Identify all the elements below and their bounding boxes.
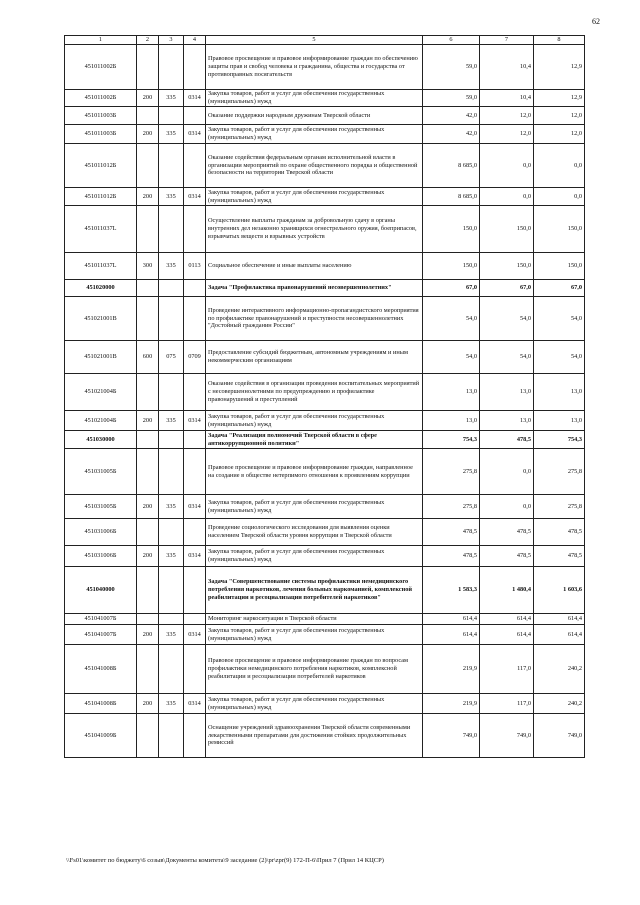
administrator-code xyxy=(159,614,184,625)
administrator-code: 335 xyxy=(159,495,184,519)
amount-col6: 42,0 xyxy=(423,107,480,125)
task-row xyxy=(65,431,585,449)
section-code xyxy=(184,297,206,341)
expense-type-code xyxy=(137,431,159,449)
table-row xyxy=(65,625,585,645)
amount-col8: 12,9 xyxy=(534,45,585,90)
table-row xyxy=(65,297,585,341)
administrator-code xyxy=(159,206,184,253)
column-number: 2 xyxy=(137,36,159,45)
amount-col8: 478,5 xyxy=(534,519,585,546)
expense-type-code: 200 xyxy=(137,625,159,645)
budget-code: 451011012Б xyxy=(65,144,137,188)
amount-col8: 12,0 xyxy=(534,107,585,125)
item-name: Осуществление выплаты гражданам за добровольную сдачу в органы внутренних дел незаконно хранящихся огнестрельного оружия, боеприпасов, взрывчатых веществ и взрывных устройств xyxy=(206,206,423,253)
expense-type-code xyxy=(137,144,159,188)
amount-col8: 150,0 xyxy=(534,206,585,253)
administrator-code xyxy=(159,645,184,694)
amount-col7: 117,0 xyxy=(480,694,534,714)
amount-col6: 275,8 xyxy=(423,449,480,495)
budget-code: 451041009Б xyxy=(65,714,137,758)
administrator-code xyxy=(159,519,184,546)
table-row xyxy=(65,341,585,374)
amount-col8: 12,9 xyxy=(534,90,585,107)
amount-col8: 150,0 xyxy=(534,253,585,280)
table-row xyxy=(65,125,585,144)
amount-col7: 614,4 xyxy=(480,625,534,645)
expense-type-code xyxy=(137,280,159,297)
budget-code: 451041007Б xyxy=(65,625,137,645)
administrator-code: 335 xyxy=(159,188,184,206)
amount-col8: 0,0 xyxy=(534,188,585,206)
section-code: 0314 xyxy=(184,188,206,206)
item-name: Оказание содействия в организации проведения воспитательных мероприятий с несовершеннолетними по предупреждению и профилактике правонарушений и преступлений xyxy=(206,374,423,411)
section-code xyxy=(184,519,206,546)
section-code xyxy=(184,374,206,411)
amount-col7: 478,5 xyxy=(480,546,534,567)
table-row xyxy=(65,411,585,431)
table-row xyxy=(65,253,585,280)
table-row xyxy=(65,614,585,625)
amount-col8: 1 603,6 xyxy=(534,567,585,614)
task-row xyxy=(65,280,585,297)
column-number: 4 xyxy=(184,36,206,45)
amount-col6: 13,0 xyxy=(423,374,480,411)
administrator-code: 335 xyxy=(159,694,184,714)
item-name: Закупка товаров, работ и услуг для обеспечения государственных (муниципальных) нужд xyxy=(206,125,423,144)
task-row xyxy=(65,567,585,614)
expense-type-code: 200 xyxy=(137,495,159,519)
section-code xyxy=(184,714,206,758)
budget-code: 451031006Б xyxy=(65,519,137,546)
amount-col7: 614,4 xyxy=(480,614,534,625)
budget-code: 451031005Б xyxy=(65,449,137,495)
table-row xyxy=(65,206,585,253)
amount-col7: 12,0 xyxy=(480,125,534,144)
amount-col6: 614,4 xyxy=(423,625,480,645)
expense-type-code xyxy=(137,714,159,758)
expense-type-code xyxy=(137,206,159,253)
item-name: Правовое просвещение и правовое информирование граждан по обеспечению защиты прав и свобод человека и гражданина, общества и государства от противоправных посягательств xyxy=(206,45,423,90)
amount-col7: 0,0 xyxy=(480,449,534,495)
amount-col6: 478,5 xyxy=(423,519,480,546)
administrator-code: 335 xyxy=(159,253,184,280)
budget-code: 451021001В xyxy=(65,297,137,341)
expense-type-code xyxy=(137,107,159,125)
column-number: 3 xyxy=(159,36,184,45)
section-code xyxy=(184,449,206,495)
expense-type-code: 200 xyxy=(137,125,159,144)
item-name: Предоставление субсидий бюджетным, автономным учреждениям и иным некоммерческим организациям xyxy=(206,341,423,374)
amount-col6: 13,0 xyxy=(423,411,480,431)
table-row xyxy=(65,90,585,107)
amount-col7: 749,0 xyxy=(480,714,534,758)
item-name: Закупка товаров, работ и услуг для обеспечения государственных (муниципальных) нужд xyxy=(206,411,423,431)
amount-col8: 12,0 xyxy=(534,125,585,144)
budget-code: 451011003Б xyxy=(65,125,137,144)
administrator-code xyxy=(159,107,184,125)
column-number: 6 xyxy=(423,36,480,45)
administrator-code xyxy=(159,144,184,188)
section-code: 0709 xyxy=(184,341,206,374)
amount-col7: 67,0 xyxy=(480,280,534,297)
item-name: Мониторинг наркоситуации в Тверской области xyxy=(206,614,423,625)
amount-col7: 13,0 xyxy=(480,374,534,411)
budget-code: 451021004Б xyxy=(65,374,137,411)
budget-code: 451041007Б xyxy=(65,614,137,625)
budget-code: 451011037L xyxy=(65,253,137,280)
administrator-code: 075 xyxy=(159,341,184,374)
expense-type-code: 200 xyxy=(137,411,159,431)
expense-type-code xyxy=(137,297,159,341)
table-row xyxy=(65,645,585,694)
column-number: 7 xyxy=(480,36,534,45)
amount-col6: 478,5 xyxy=(423,546,480,567)
amount-col7: 54,0 xyxy=(480,341,534,374)
section-code xyxy=(184,431,206,449)
table-row xyxy=(65,546,585,567)
amount-col8: 13,0 xyxy=(534,411,585,431)
column-number: 1 xyxy=(65,36,137,45)
budget-code: 451011003Б xyxy=(65,107,137,125)
budget-code: 451020000 xyxy=(65,280,137,297)
administrator-code xyxy=(159,714,184,758)
expense-type-code: 600 xyxy=(137,341,159,374)
column-number: 8 xyxy=(534,36,585,45)
expense-type-code xyxy=(137,374,159,411)
amount-col6: 614,4 xyxy=(423,614,480,625)
budget-code: 451011002Б xyxy=(65,45,137,90)
amount-col8: 478,5 xyxy=(534,546,585,567)
file-path-footer: \\Fs01\комитет по бюджету\6 созыв\Документы комитета\9 заседание (2)\pr\zpr(9) 172-П-6\Прил 7 (Прил 14 КЦСР) xyxy=(66,857,384,864)
expense-type-code: 200 xyxy=(137,694,159,714)
expense-type-code xyxy=(137,449,159,495)
section-code: 0314 xyxy=(184,411,206,431)
expense-type-code: 200 xyxy=(137,90,159,107)
amount-col6: 54,0 xyxy=(423,341,480,374)
section-code xyxy=(184,45,206,90)
expense-type-code xyxy=(137,645,159,694)
amount-col7: 10,4 xyxy=(480,90,534,107)
section-code: 0314 xyxy=(184,495,206,519)
amount-col7: 150,0 xyxy=(480,253,534,280)
item-name: Оснащение учреждений здравоохранения Тверской области современными лекарственными препаратами для достижения стойких продолжительных ремиссий xyxy=(206,714,423,758)
administrator-code: 335 xyxy=(159,546,184,567)
budget-table xyxy=(64,35,585,758)
table-row xyxy=(65,188,585,206)
item-name: Закупка товаров, работ и услуг для обеспечения государственных (муниципальных) нужд xyxy=(206,625,423,645)
administrator-code xyxy=(159,374,184,411)
budget-code: 451041008Б xyxy=(65,645,137,694)
administrator-code: 335 xyxy=(159,411,184,431)
amount-col6: 8 685,0 xyxy=(423,144,480,188)
administrator-code: 335 xyxy=(159,90,184,107)
item-name: Задача "Совершенствование системы профилактики немедицинского потребления наркотиков, лечения больных наркоманией, комплексной реабилитации и ресоциализации потребителей наркотиков" xyxy=(206,567,423,614)
amount-col7: 10,4 xyxy=(480,45,534,90)
amount-col8: 67,0 xyxy=(534,280,585,297)
section-code xyxy=(184,107,206,125)
section-code xyxy=(184,645,206,694)
table-row xyxy=(65,714,585,758)
item-name: Закупка товаров, работ и услуг для обеспечения государственных (муниципальных) нужд xyxy=(206,188,423,206)
item-name: Закупка товаров, работ и услуг для обеспечения государственных (муниципальных) нужд xyxy=(206,90,423,107)
amount-col6: 275,8 xyxy=(423,495,480,519)
budget-code: 451011012Б xyxy=(65,188,137,206)
amount-col6: 219,9 xyxy=(423,645,480,694)
amount-col6: 1 583,3 xyxy=(423,567,480,614)
amount-col8: 0,0 xyxy=(534,144,585,188)
administrator-code xyxy=(159,45,184,90)
amount-col8: 240,2 xyxy=(534,645,585,694)
amount-col6: 8 685,0 xyxy=(423,188,480,206)
amount-col6: 150,0 xyxy=(423,206,480,253)
expense-type-code xyxy=(137,567,159,614)
column-number: 5 xyxy=(206,36,423,45)
budget-code: 451011002Б xyxy=(65,90,137,107)
amount-col7: 150,0 xyxy=(480,206,534,253)
amount-col7: 0,0 xyxy=(480,144,534,188)
amount-col7: 54,0 xyxy=(480,297,534,341)
item-name: Задача "Реализация полномочий Тверской области в сфере антикоррупционной политики" xyxy=(206,431,423,449)
item-name: Задача "Профилактика правонарушений несовершеннолетних" xyxy=(206,280,423,297)
budget-code: 451030000 xyxy=(65,431,137,449)
amount-col7: 0,0 xyxy=(480,495,534,519)
amount-col8: 275,8 xyxy=(534,449,585,495)
item-name: Закупка товаров, работ и услуг для обеспечения государственных (муниципальных) нужд xyxy=(206,694,423,714)
administrator-code xyxy=(159,449,184,495)
section-code: 0314 xyxy=(184,625,206,645)
amount-col8: 614,4 xyxy=(534,625,585,645)
budget-code: 451041008Б xyxy=(65,694,137,714)
administrator-code xyxy=(159,431,184,449)
administrator-code: 335 xyxy=(159,625,184,645)
table-row xyxy=(65,495,585,519)
amount-col7: 1 480,4 xyxy=(480,567,534,614)
item-name: Оказание содействия федеральным органам исполнительной власти в организации мероприятий по охране общественного порядка и общественной безопасности на территории Тверской области xyxy=(206,144,423,188)
administrator-code xyxy=(159,280,184,297)
item-name: Закупка товаров, работ и услуг для обеспечения государственных (муниципальных) нужд xyxy=(206,495,423,519)
amount-col8: 13,0 xyxy=(534,374,585,411)
item-name: Проведение интерактивного информационно-пропагандистского мероприятия по профилактике правонарушений и преступности несовершеннолетних "Достойный гражданин России" xyxy=(206,297,423,341)
amount-col6: 150,0 xyxy=(423,253,480,280)
item-name: Правовое просвещение и правовое информирование граждан по вопросам профилактики немедицинского потребления наркотиков, комплексной реабилитации и ресоциализации потребителей наркотиков xyxy=(206,645,423,694)
amount-col8: 275,8 xyxy=(534,495,585,519)
section-code: 0314 xyxy=(184,546,206,567)
item-name: Социальное обеспечение и иные выплаты населению xyxy=(206,253,423,280)
section-code xyxy=(184,144,206,188)
section-code xyxy=(184,614,206,625)
table-row xyxy=(65,519,585,546)
table-row xyxy=(65,694,585,714)
amount-col8: 614,4 xyxy=(534,614,585,625)
amount-col6: 59,0 xyxy=(423,90,480,107)
amount-col7: 478,5 xyxy=(480,519,534,546)
expense-type-code xyxy=(137,45,159,90)
amount-col6: 749,0 xyxy=(423,714,480,758)
amount-col8: 749,0 xyxy=(534,714,585,758)
expense-type-code: 200 xyxy=(137,188,159,206)
administrator-code xyxy=(159,567,184,614)
expense-type-code xyxy=(137,614,159,625)
expense-type-code xyxy=(137,519,159,546)
amount-col7: 12,0 xyxy=(480,107,534,125)
budget-code: 451021001В xyxy=(65,341,137,374)
amount-col6: 54,0 xyxy=(423,297,480,341)
amount-col6: 67,0 xyxy=(423,280,480,297)
section-code xyxy=(184,567,206,614)
section-code: 0314 xyxy=(184,90,206,107)
item-name: Проведение социологического исследования для выявления оценки населением Тверской области уровня коррупции в Тверской области xyxy=(206,519,423,546)
section-code: 0113 xyxy=(184,253,206,280)
amount-col7: 478,5 xyxy=(480,431,534,449)
amount-col8: 240,2 xyxy=(534,694,585,714)
table-row xyxy=(65,449,585,495)
budget-code: 451040000 xyxy=(65,567,137,614)
amount-col8: 54,0 xyxy=(534,341,585,374)
table-row xyxy=(65,374,585,411)
expense-type-code: 200 xyxy=(137,546,159,567)
amount-col7: 0,0 xyxy=(480,188,534,206)
amount-col7: 117,0 xyxy=(480,645,534,694)
table-row xyxy=(65,144,585,188)
page-number: 62 xyxy=(592,17,600,26)
item-name: Правовое просвещение и правовое информирование граждан, направленное на создание в обществе нетерпимого отношения к проявлениям коррупции xyxy=(206,449,423,495)
budget-code: 451021004Б xyxy=(65,411,137,431)
amount-col6: 754,3 xyxy=(423,431,480,449)
administrator-code: 335 xyxy=(159,125,184,144)
administrator-code xyxy=(159,297,184,341)
amount-col7: 13,0 xyxy=(480,411,534,431)
section-code xyxy=(184,280,206,297)
expense-type-code: 300 xyxy=(137,253,159,280)
amount-col8: 754,3 xyxy=(534,431,585,449)
amount-col6: 59,0 xyxy=(423,45,480,90)
table-row xyxy=(65,45,585,90)
column-number-row xyxy=(65,36,585,45)
item-name: Закупка товаров, работ и услуг для обеспечения государственных (муниципальных) нужд xyxy=(206,546,423,567)
section-code: 0314 xyxy=(184,125,206,144)
budget-code: 451011037L xyxy=(65,206,137,253)
amount-col6: 42,0 xyxy=(423,125,480,144)
amount-col8: 54,0 xyxy=(534,297,585,341)
section-code xyxy=(184,206,206,253)
amount-col6: 219,9 xyxy=(423,694,480,714)
item-name: Оказание поддержки народным дружинам Тверской области xyxy=(206,107,423,125)
budget-code: 451031006Б xyxy=(65,546,137,567)
section-code: 0314 xyxy=(184,694,206,714)
table-row xyxy=(65,107,585,125)
budget-code: 451031005Б xyxy=(65,495,137,519)
